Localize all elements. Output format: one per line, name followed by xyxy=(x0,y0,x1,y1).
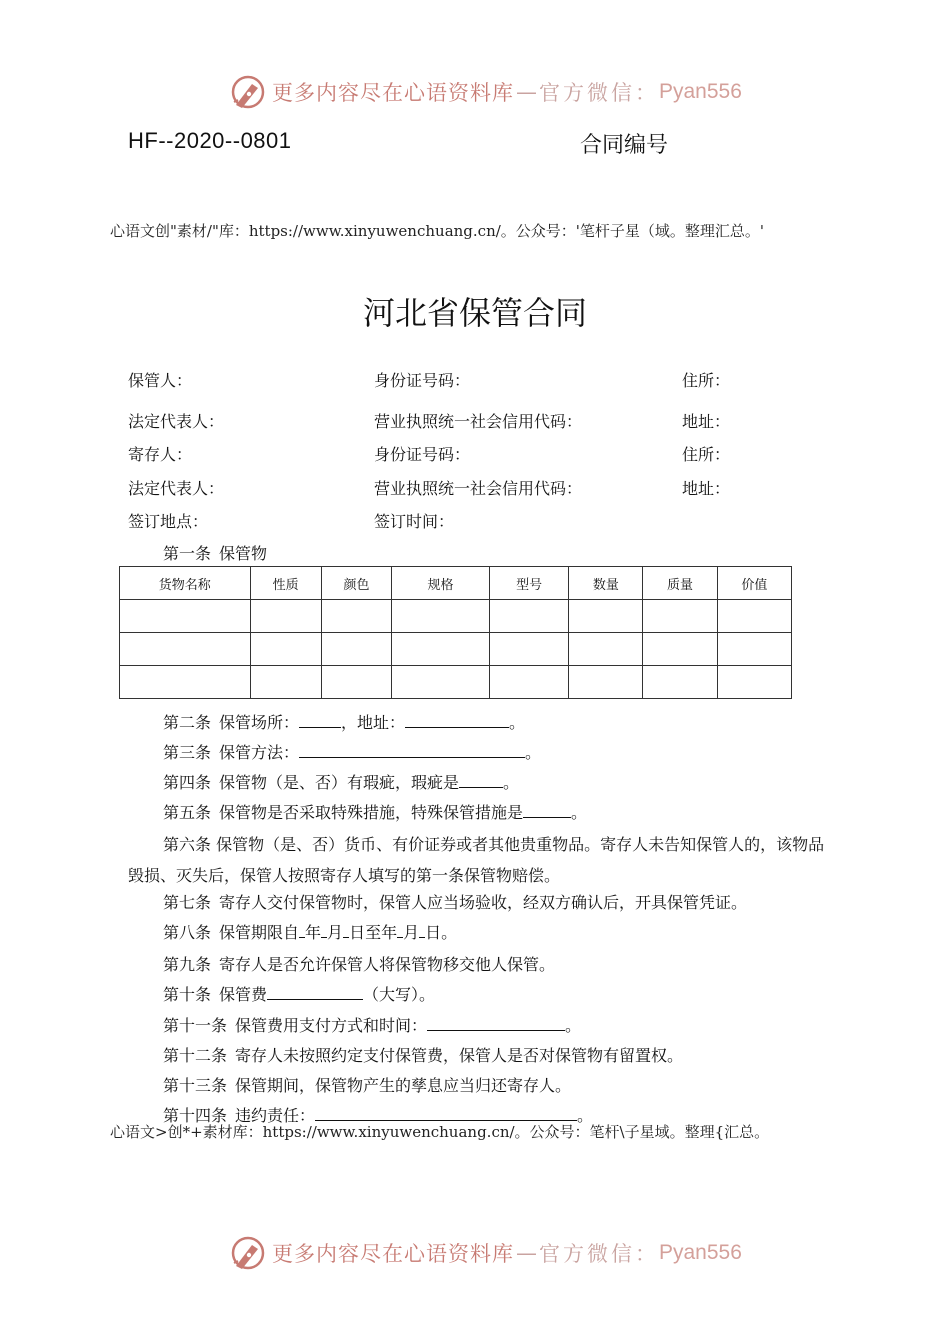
table-row xyxy=(120,633,792,666)
page-title: 河北省保管合同 xyxy=(362,294,587,332)
article-text: 保管物 xyxy=(219,544,268,563)
table-cell[interactable] xyxy=(490,666,569,699)
table-cell[interactable] xyxy=(569,666,643,699)
watermark-separator: — xyxy=(516,80,537,104)
table-cell[interactable] xyxy=(321,666,391,699)
watermark-id: Pyan556 xyxy=(659,1241,742,1264)
article-text: 月 xyxy=(327,923,344,942)
article-text: 保管方法： xyxy=(219,743,300,762)
watermark-top xyxy=(228,72,742,112)
source-note-bottom: 心语文>创*+素材库：https://www.xinyuwenchuang.cn/。公众号：笔杆\子星域。整理{汇总。 xyxy=(110,1123,770,1141)
article-1 xyxy=(163,541,267,564)
table-cell[interactable] xyxy=(717,633,791,666)
article-text: 保管物（是、否）货币、有价证券或者其他贵重物品。寄存人未告知保管人的，该物品毁损、灭失后，保管人按照寄存人填写的第一条保管物赔偿。 xyxy=(128,835,825,885)
payment-method-blank[interactable] xyxy=(427,1014,565,1031)
article-number: 第十四条 xyxy=(163,1106,228,1125)
table-cell[interactable] xyxy=(643,600,717,633)
article-2 xyxy=(163,710,525,733)
article-text: 保管期限自 xyxy=(219,923,300,942)
article-13 xyxy=(163,1073,571,1096)
table-cell[interactable] xyxy=(120,600,251,633)
table-cell[interactable] xyxy=(569,600,643,633)
col-spec: 规格 xyxy=(392,567,490,600)
watermark-bottom xyxy=(228,1233,742,1273)
article-number: 第十二条 xyxy=(163,1046,228,1065)
article-text: 。 xyxy=(577,1106,594,1125)
storage-fee-blank[interactable] xyxy=(267,983,363,1000)
article-3 xyxy=(163,740,541,763)
article-8 xyxy=(163,920,457,943)
col-color: 颜色 xyxy=(321,567,391,600)
article-4 xyxy=(163,770,519,793)
watermark-id: Pyan556 xyxy=(659,80,742,103)
article-text: 日至 xyxy=(349,923,382,942)
article-text: 。 xyxy=(571,803,588,822)
article-text: 寄存人交付保管物时，保管人应当场验收，经双方确认后，开具保管凭证。 xyxy=(219,893,748,912)
depositor-rep-label: 法定代表人： xyxy=(128,479,225,498)
article-text: 保管费 xyxy=(219,985,268,1004)
table-header-row xyxy=(120,567,792,600)
article-number: 第八条 xyxy=(163,923,212,942)
article-text: 日。 xyxy=(425,923,458,942)
watermark-text: 更多内容尽在心语资料库 xyxy=(272,1242,514,1266)
watermark-label: 官方微信： xyxy=(539,81,659,105)
article-10 xyxy=(163,982,435,1005)
article-7 xyxy=(163,890,747,913)
table-cell[interactable] xyxy=(392,633,490,666)
breach-liability-blank[interactable] xyxy=(315,1104,577,1121)
table-cell[interactable] xyxy=(250,600,321,633)
source-note-top: 心语文创"素材/"库：https://www.xinyuwenchuang.cn/。公众号：'笔杆子星（域。整理汇总。' xyxy=(110,222,765,240)
watermark-label: 官方微信： xyxy=(539,1242,659,1266)
watermark-separator: — xyxy=(516,1241,537,1265)
article-11 xyxy=(163,1013,581,1036)
depositor-license-label: 营业执照统一社会信用代码： xyxy=(374,479,583,498)
storage-method-blank[interactable] xyxy=(299,741,525,758)
article-9 xyxy=(163,952,555,975)
table-cell[interactable] xyxy=(569,633,643,666)
col-model: 型号 xyxy=(490,567,569,600)
keeper-label: 保管人： xyxy=(128,371,193,390)
article-text: 月 xyxy=(403,923,420,942)
goods-table xyxy=(119,566,792,699)
table-cell[interactable] xyxy=(643,633,717,666)
contract-code: HF--2020--0801 xyxy=(128,128,292,153)
keeper-residence-label: 住所： xyxy=(682,371,731,390)
table-cell[interactable] xyxy=(120,666,251,699)
article-number: 第五条 xyxy=(163,803,212,822)
article-number: 第七条 xyxy=(163,893,212,912)
col-quantity: 数量 xyxy=(569,567,643,600)
pen-nib-logo-icon xyxy=(228,72,268,112)
article-number: 第四条 xyxy=(163,773,212,792)
article-text: 保管费用支付方式和时间： xyxy=(235,1016,428,1035)
keeper-rep-label: 法定代表人： xyxy=(128,412,225,431)
keeper-address-label: 地址： xyxy=(682,412,731,431)
depositor-id-label: 身份证号码： xyxy=(374,445,471,464)
depositor-residence-label: 住所： xyxy=(682,445,731,464)
watermark-text: 更多内容尽在心语资料库 xyxy=(272,81,514,105)
article-6 xyxy=(128,829,833,891)
article-number: 第十条 xyxy=(163,985,212,1004)
keeper-id-label: 身份证号码： xyxy=(374,371,471,390)
depositor-address-label: 地址： xyxy=(682,479,731,498)
table-cell[interactable] xyxy=(490,600,569,633)
table-row xyxy=(120,600,792,633)
depositor-label: 寄存人： xyxy=(128,445,193,464)
sign-time-label: 签订时间： xyxy=(374,512,455,531)
table-cell[interactable] xyxy=(392,666,490,699)
table-cell[interactable] xyxy=(250,666,321,699)
article-text: 年 xyxy=(305,923,322,942)
article-text: （大写）。 xyxy=(363,985,436,1004)
article-text: 寄存人是否允许保管人将保管物移交他人保管。 xyxy=(219,955,556,974)
special-measures-blank[interactable] xyxy=(523,801,571,818)
article-number: 第十一条 xyxy=(163,1016,228,1035)
pen-nib-logo-icon xyxy=(228,1233,268,1273)
article-number: 第十三条 xyxy=(163,1076,228,1095)
article-text: 寄存人未按照约定支付保管费，保管人是否对保管物有留置权。 xyxy=(235,1046,684,1065)
table-row xyxy=(120,666,792,699)
table-cell[interactable] xyxy=(120,633,251,666)
article-number: 第三条 xyxy=(163,743,212,762)
table-cell[interactable] xyxy=(717,600,791,633)
article-text: ，地址： xyxy=(341,713,406,732)
col-goods-name: 货物名称 xyxy=(120,567,251,600)
table-cell[interactable] xyxy=(321,600,391,633)
table-cell[interactable] xyxy=(392,600,490,633)
article-text: 。 xyxy=(509,713,526,732)
address-blank[interactable] xyxy=(405,711,509,728)
article-text: 。 xyxy=(525,743,542,762)
defect-blank[interactable] xyxy=(459,771,503,788)
table-cell[interactable] xyxy=(321,633,391,666)
article-text: 保管场所： xyxy=(219,713,300,732)
keeper-license-label: 营业执照统一社会信用代码： xyxy=(374,412,583,431)
table-cell[interactable] xyxy=(250,633,321,666)
sign-place-label: 签订地点： xyxy=(128,512,209,531)
article-text: 保管物是否采取特殊措施，特殊保管措施是 xyxy=(219,803,524,822)
col-nature: 性质 xyxy=(250,567,321,600)
article-5 xyxy=(163,800,587,823)
article-text: 年 xyxy=(381,923,398,942)
article-text: 保管物（是、否）有瑕疵，瑕疵是 xyxy=(219,773,460,792)
article-number: 第九条 xyxy=(163,955,212,974)
article-number: 第六条 xyxy=(163,835,212,854)
article-text: 。 xyxy=(503,773,520,792)
article-12 xyxy=(163,1043,683,1066)
article-text: 违约责任： xyxy=(235,1106,316,1125)
article-text: 保管期间，保管物产生的孳息应当归还寄存人。 xyxy=(235,1076,572,1095)
storage-place-blank[interactable] xyxy=(299,711,341,728)
article-text: 。 xyxy=(565,1016,582,1035)
table-cell[interactable] xyxy=(643,666,717,699)
table-cell[interactable] xyxy=(717,666,791,699)
table-cell[interactable] xyxy=(490,633,569,666)
contract-number-label: 合同编号 xyxy=(580,132,669,157)
col-value: 价值 xyxy=(717,567,791,600)
col-quality: 质量 xyxy=(643,567,717,600)
article-number: 第二条 xyxy=(163,713,212,732)
article-number: 第一条 xyxy=(163,544,212,563)
